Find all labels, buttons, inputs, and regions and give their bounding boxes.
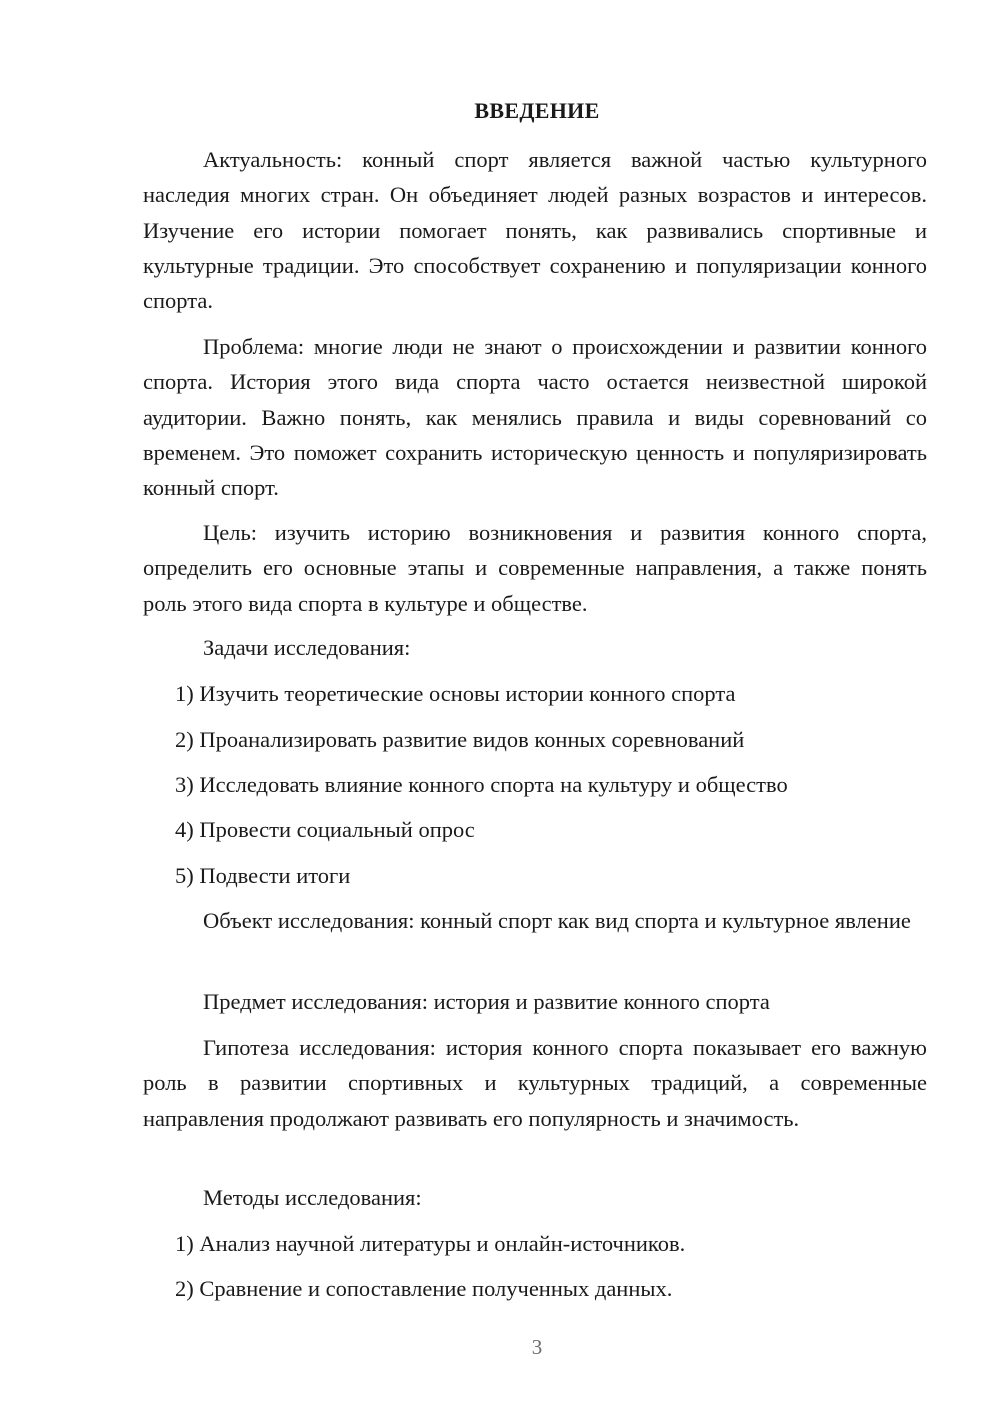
page-title: ВВЕДЕНИЕ: [474, 98, 600, 123]
task-item: 4) Провести социальный опрос: [175, 817, 475, 842]
task-item: 3) Исследовать влияние конного спорта на культуру и общество: [175, 772, 788, 797]
object-paragraph: Объект исследования: конный спорт как вид спорта и культурное явление: [203, 908, 911, 933]
method-item: 2) Сравнение и сопоставление полученных данных.: [175, 1276, 673, 1301]
tasks-heading: Задачи исследования:: [203, 635, 411, 660]
page-number: 3: [531, 1335, 543, 1359]
task-item: 5) Подвести итоги: [175, 863, 351, 888]
subject-line: Предмет исследования: история и развитие конного спорта: [203, 989, 770, 1014]
hypothesis-paragraph: Гипотеза исследования: история конного спорта показывает его важную роль в развитии спортивных и культурных традиций, а современные направления продолжают развивать его популярность и значимость.: [143, 1035, 927, 1131]
task-item: 1) Изучить теоретические основы истории конного спорта: [175, 681, 736, 706]
method-item: 1) Анализ научной литературы и онлайн-источников.: [175, 1231, 686, 1256]
relevance-paragraph: Актуальность: конный спорт является важной частью культурного наследия многих стран. Он объединяет людей разных возрастов и интересов. Изучение его истории помогает понять, как развивались спортивные и культурные традиции. Это способствует сохранению и популяризации конного спорта.: [143, 147, 927, 314]
problem-paragraph: Проблема: многие люди не знают о происхождении и развитии конного спорта. История этого вида спорта часто остается неизвестной широкой аудитории. Важно понять, как менялись правила и виды соревнований со временем. Это поможет сохранить историческую ценность и популяризировать конный спорт.: [143, 334, 927, 501]
methods-heading: Методы исследования:: [203, 1185, 422, 1210]
task-item: 2) Проанализировать развитие видов конных соревнований: [175, 727, 745, 752]
goal-paragraph: Цель: изучить историю возникновения и развития конного спорта, определить его основные этапы и современные направления, а также понять роль этого вида спорта в культуре и обществе.: [143, 520, 927, 616]
